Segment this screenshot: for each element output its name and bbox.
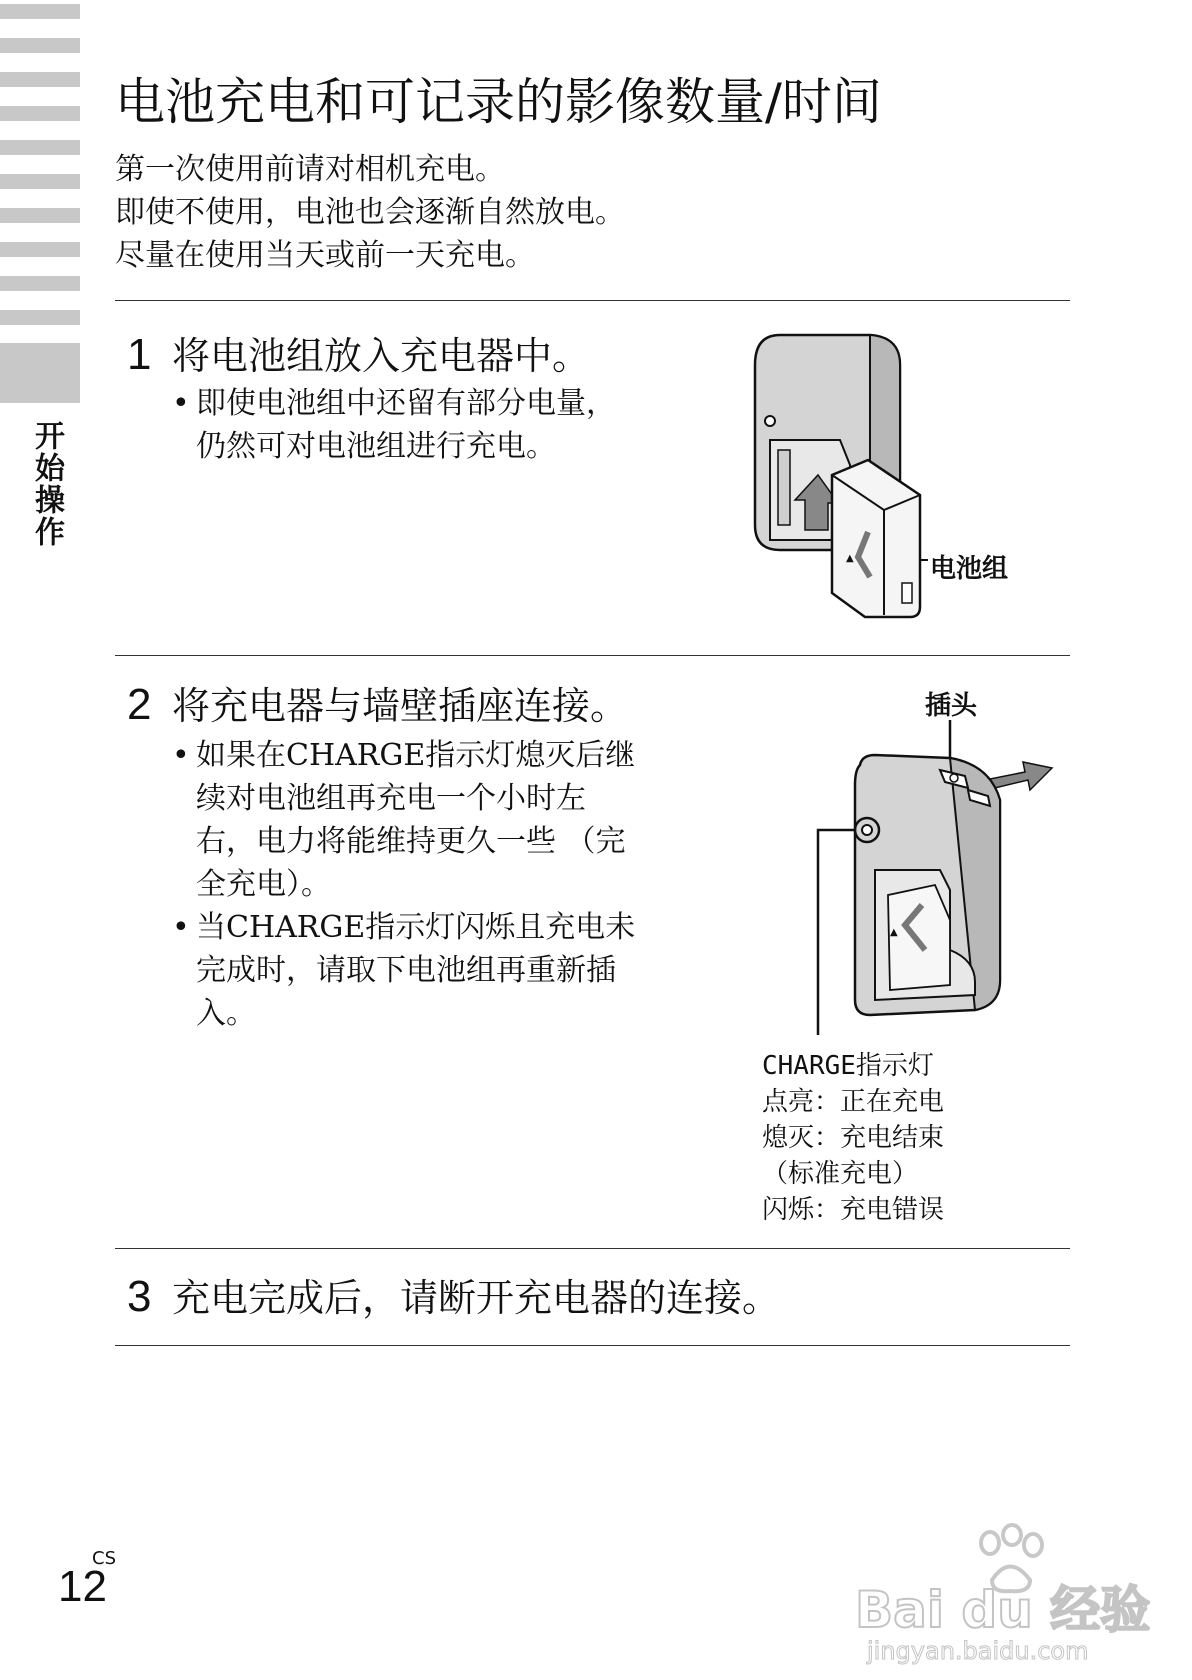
bullet-item: [168, 382, 616, 468]
bullet-line: 完成时，请取下电池组再重新插: [196, 953, 616, 988]
bullet-line: 入。: [196, 996, 256, 1031]
tab-block: [0, 343, 80, 403]
intro-line: 尽量在使用当天或前一天充电。: [115, 238, 535, 273]
step-title: 将电池组放入充电器中。: [172, 334, 591, 378]
bullet-item: [168, 734, 728, 906]
bullet-line: 全充电）。: [196, 867, 331, 902]
page-title: 电池充电和可记录的影像数量/时间: [115, 73, 882, 131]
intro-line: 即使不使用，电池也会逐渐自然放电。: [115, 195, 625, 230]
tab-bar: [0, 276, 80, 291]
watermark-logo: Bai du 经验: [855, 1581, 1151, 1639]
bullet-line: 仍然可对电池组进行充电。: [196, 429, 556, 464]
intro-line: 第一次使用前请对相机充电。: [115, 152, 505, 187]
tab-bar: [0, 4, 80, 19]
tab-bar: [0, 72, 80, 87]
divider: [115, 655, 1070, 656]
tab-bar: [0, 106, 80, 121]
page-number: 12: [58, 1562, 107, 1611]
step-number: 3: [127, 1272, 152, 1321]
step-number: 2: [127, 680, 152, 729]
step-bullets: [168, 734, 728, 1035]
plug-label: 插头: [925, 691, 978, 721]
step-title: 将充电器与墙壁插座连接。: [172, 684, 629, 728]
tab-bar: [0, 310, 80, 325]
bullet-line: 右，电力将能维持更久一些 （完: [196, 824, 626, 859]
page-number-language: CS: [92, 1548, 116, 1569]
tab-bar: [0, 208, 80, 223]
step-number: 1: [127, 330, 152, 379]
bullet-line: • 即使电池组中还留有部分电量，: [196, 386, 616, 421]
bullet-line: • 当CHARGE指示灯闪烁且充电未: [196, 910, 636, 945]
charger-plug-illustration: [800, 720, 1100, 1070]
battery-pack-label: 电池组: [930, 554, 1009, 584]
bullet-line: • 如果在CHARGE指示灯熄灭后继: [196, 738, 636, 773]
charge-lamp-line: （标准充电）: [762, 1159, 919, 1189]
bullet-line: 续对电池组再充电一个小时左: [196, 781, 586, 816]
svg-text:▲: ▲: [846, 553, 854, 564]
watermark-url: jingyan.baidu.com: [867, 1637, 1089, 1665]
bullet-item: [168, 906, 728, 1035]
divider: [115, 300, 1070, 301]
intro-text: [115, 148, 625, 277]
tab-bar: [0, 242, 80, 257]
charge-lamp-legend: [762, 1048, 944, 1228]
section-tab-label: 开始操作: [29, 420, 64, 548]
charge-lamp-line: 熄灭：充电结束: [762, 1123, 945, 1153]
step-bullets: [168, 382, 616, 468]
svg-text:▲: ▲: [890, 927, 898, 938]
charge-lamp-title: CHARGE指示灯: [762, 1051, 934, 1081]
tab-bar: [0, 174, 80, 189]
divider: [115, 1248, 1070, 1249]
divider: [115, 1345, 1070, 1346]
step-title: 充电完成后，请断开充电器的连接。: [172, 1276, 781, 1320]
charge-lamp-line: 点亮：正在充电: [762, 1087, 945, 1117]
charge-lamp-line: 闪烁：充电错误: [762, 1195, 945, 1225]
tab-bar: [0, 38, 80, 53]
tab-bar: [0, 140, 80, 155]
